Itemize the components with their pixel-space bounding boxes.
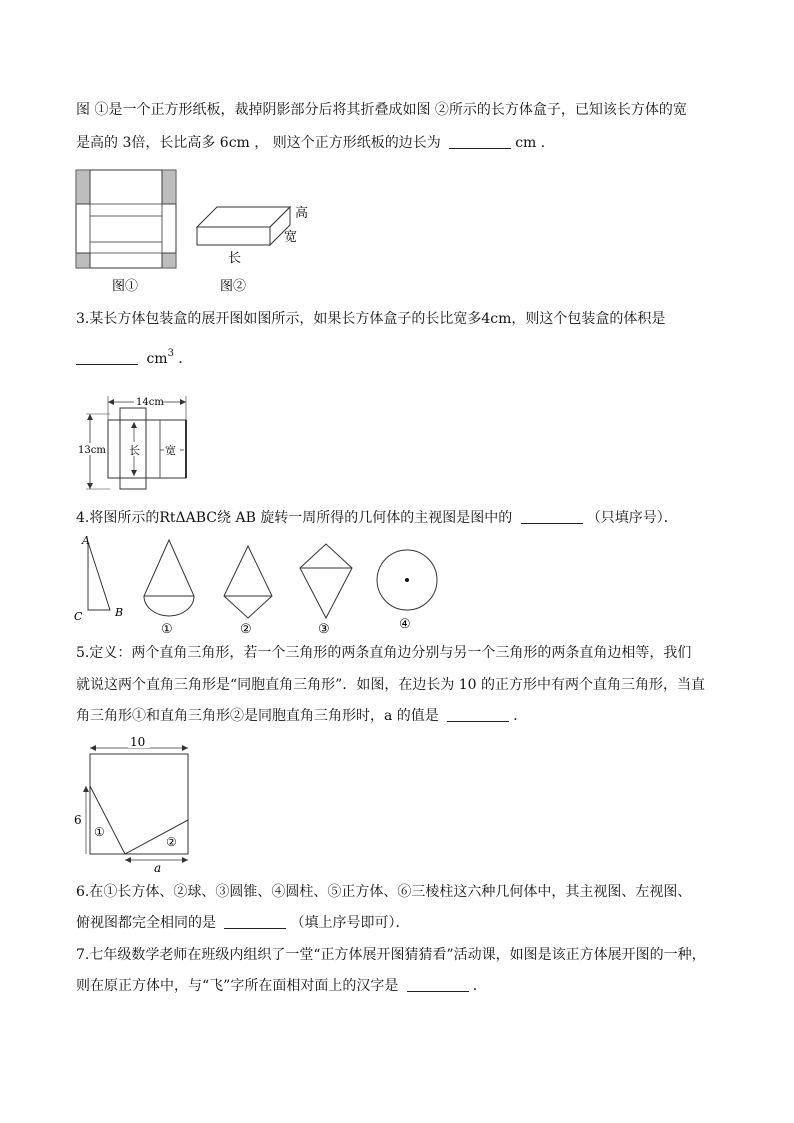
q5-line-3: 角三角形①和直角三角形②是同胞直角三角形时，a 的值是 ．: [76, 708, 528, 724]
label-13cm: 13cm: [78, 445, 106, 456]
q7-line-2: 则在原正方体中，与“飞”字所在面相对面上的汉字是 ．: [76, 978, 487, 994]
option-1-shape: [144, 540, 194, 636]
figure-3-net: [76, 390, 201, 495]
q3-line-2: $cm^3$ ．: [76, 344, 192, 369]
label-height: 高: [295, 206, 309, 221]
right-triangle-abc: [74, 534, 123, 623]
label-6: 6: [74, 813, 82, 827]
label-width: 宽: [165, 444, 176, 457]
label-10: 10: [130, 735, 146, 749]
option-3-shape: [300, 544, 352, 636]
answer-blank[interactable]: [224, 914, 286, 929]
q2-line-1: 图 ①是一个正方形纸板，裁掉阴影部分后将其折叠成如图 ②所示的长方体盒子，已知该长方体的宽: [76, 102, 687, 118]
answer-blank[interactable]: [449, 134, 511, 149]
q5-line-1: 5.定义：两个直角三角形，若一个三角形的两条直角边分别与另一个三角形的两条直角边相等，我们: [76, 645, 692, 661]
label-a: a: [154, 861, 162, 874]
figure-5-square: [72, 734, 197, 874]
figure-2-box: [190, 195, 315, 298]
answer-blank[interactable]: [407, 977, 469, 992]
figure-1-caption: 图①: [112, 279, 139, 294]
label-c: C: [74, 610, 83, 623]
figure-4-options: [70, 532, 450, 636]
option-4-shape: [377, 550, 437, 632]
q7-line-1: 7.七年级数学老师在班级内组织了一堂“正方体展开图猜猜看”活动课，如图是该正方体展开图的一种，: [76, 947, 706, 963]
figure-2-caption: 图②: [220, 279, 247, 294]
option-2-shape: [224, 546, 272, 636]
answer-blank[interactable]: [447, 707, 509, 722]
figure-1-square-board: [72, 168, 180, 298]
q5-line-2: 就说这两个直角三角形是“同胞直角三角形”．如图，在边长为 10 的正方形中有两个直角三角形，当直: [76, 677, 706, 693]
q4-line-1: 4.将图所示的RtΔABC绕 AB 旋转一周所得的几何体的主视图是图中的 （只填序号）．: [76, 510, 678, 526]
q3-line-1: 3.某长方体包装盒的展开图如图所示，如果长方体盒子的长比宽多4cm，则这个包装盒的体积是: [76, 311, 666, 327]
label-a: A: [82, 534, 90, 547]
label-length: 长: [129, 444, 140, 457]
label-b: B: [115, 606, 124, 619]
triangle-2-label: ②: [166, 835, 177, 849]
triangle-1-label: ①: [94, 825, 105, 839]
answer-blank[interactable]: [521, 509, 583, 524]
answer-blank[interactable]: [76, 350, 138, 365]
label-length: 长: [228, 251, 242, 266]
q6-line-2: 俯视图都完全相同的是 （填上序号即可）．: [76, 915, 410, 931]
option-1-label: ①: [161, 622, 173, 636]
option-3-label: ③: [318, 622, 330, 636]
q2-line-2: 是高的 3倍，长比高多 6cm ， 则这个正方形纸板的边长为 cm ．: [76, 135, 555, 151]
option-4-label: ④: [399, 617, 411, 632]
label-14cm: 14cm: [136, 397, 164, 408]
label-width: 宽: [284, 230, 298, 245]
q6-line-1: 6.在①长方体、②球、③圆锥、④圆柱、⑤正方体、⑥三棱柱这六种几何体中，其主视图、左视图、: [76, 884, 692, 900]
option-2-label: ②: [240, 622, 252, 636]
